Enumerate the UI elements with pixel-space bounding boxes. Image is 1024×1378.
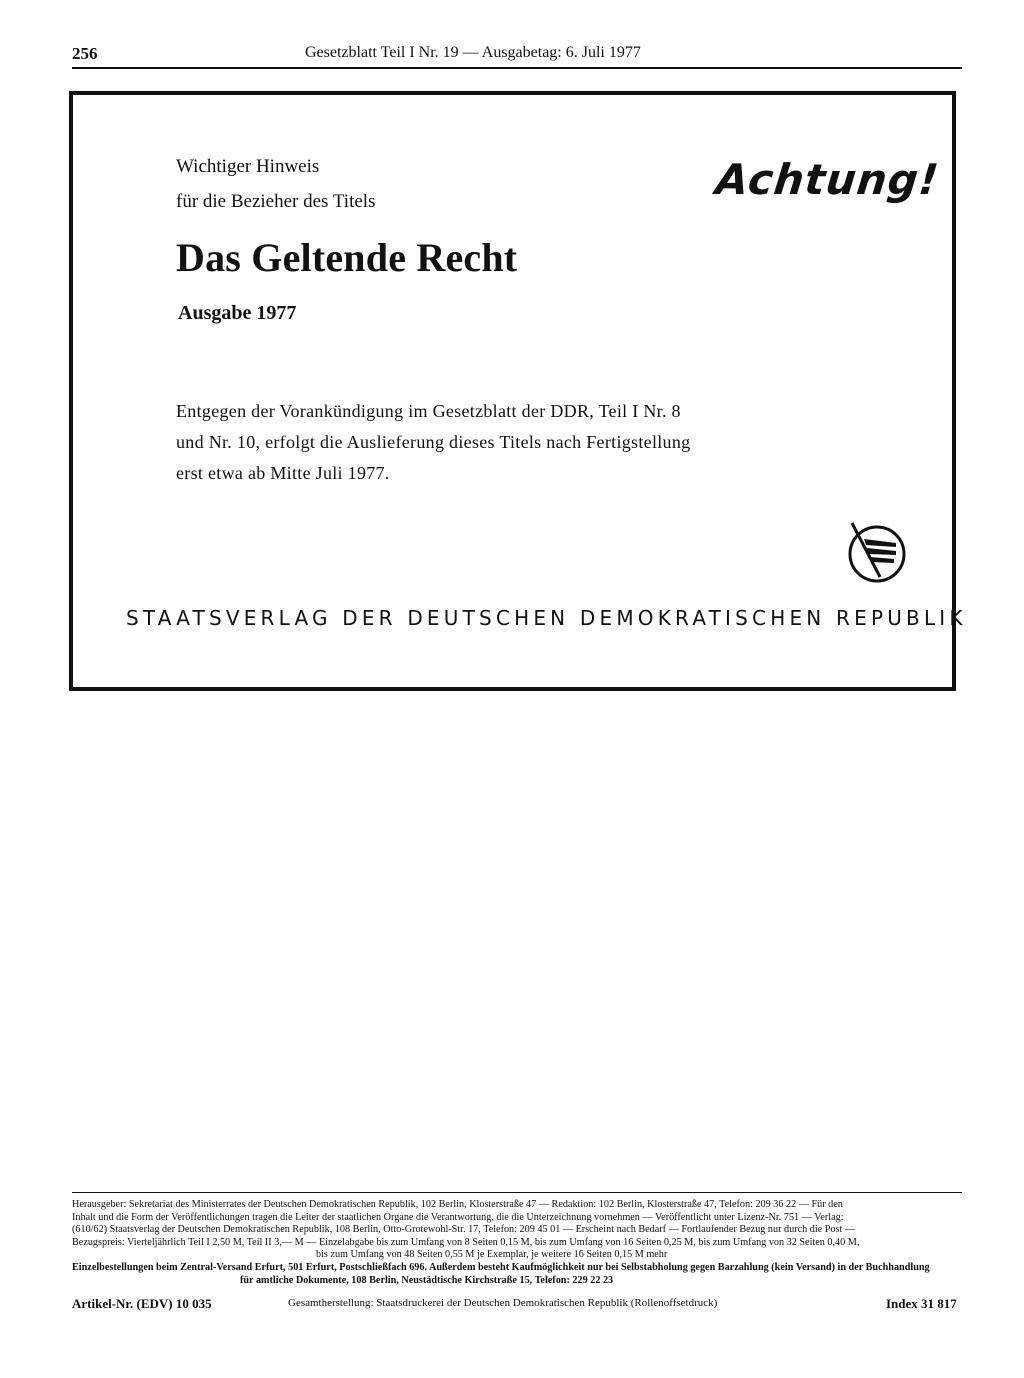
publisher-logo-icon [844, 519, 908, 583]
article-number: Artikel-Nr. (EDV) 10 035 [72, 1296, 212, 1311]
header-rule [72, 67, 962, 69]
index-number: Index 31 817 [886, 1296, 957, 1311]
imprint-line: Herausgeber: Sekretariat des Ministerrates der Deutschen Demokratischen Republik, 102 Berlin, Klosterstraße 47 — Redaktion: 102 Berlin, Klosterstraße 47, Telefon: 209 36 22 — Für den [72, 1199, 843, 1210]
imprint-line: Inhalt und die Form der Veröffentlichungen tragen die Leiter der staatlichen Organe die Verantwortung, die die Unterzeichnung vornehmen — Veröffentlicht unter Lizenz-Nr. 751 — Verlag: [72, 1211, 844, 1223]
announcement-line: erst etwa ab Mitte Juli 1977. [176, 463, 390, 483]
publisher-name: STAATSVERLAG DER DEUTSCHEN DEMOKRATISCHEN REPUBLIK [126, 606, 967, 630]
edition-label: Ausgabe 1977 [178, 302, 297, 324]
notice-title: Wichtiger Hinweis [176, 156, 320, 177]
publication-title: Das Geltende Recht [176, 235, 518, 280]
imprint-line: Einzelbestellungen beim Zentral-Versand Erfurt, 501 Erfurt, Postschließfach 696. Außerdem besteht Kaufmöglichkeit nur bei Selbstabholung gegen Barzahlung (kein Versand) in der Buchhandlung [72, 1261, 930, 1273]
imprint [72, 1199, 962, 1287]
announcement-text [176, 396, 796, 489]
printer-credit: Gesamtherstellung: Staatsdruckerei der Deutschen Demokratischen Republik (Rollenoffsetdruck) [288, 1297, 718, 1309]
page-number: 256 [72, 44, 98, 63]
announcement-line: Entgegen der Vorankündigung im Gesetzblatt der DDR, Teil I Nr. 8 [176, 401, 681, 421]
notice-subtitle: für die Bezieher des Titels [176, 191, 376, 212]
imprint-line: Bezugspreis: Vierteljährlich Teil I 2,50 M, Teil II 3,— M — Einzelabgabe bis zum Umfang von 8 Seiten 0,15 M, bis zum Umfang von 16 Seiten 0,25 M, bis zum Umfang von 32 Seiten 0,40 M, [72, 1236, 860, 1248]
announcement-line: und Nr. 10, erfolgt die Auslieferung dieses Titels nach Fertigstellung [176, 432, 691, 452]
imprint-line: für amtliche Dokumente, 108 Berlin, Neustädtische Kirchstraße 15, Telefon: 229 22 23 [240, 1274, 614, 1286]
running-head: Gesetzblatt Teil I Nr. 19 — Ausgabetag: 6. Juli 1977 [305, 44, 641, 61]
achtung-stamp: Achtung! [713, 155, 942, 204]
footer-rule [72, 1192, 962, 1193]
imprint-line: (610/62) Staatsverlag der Deutschen Demokratischen Republik, 108 Berlin, Otto-Grotewohl-Str. 17, Telefon: 209 45 01 — Erscheint nach Bedarf — Fortlaufender Bezug nur durch die Post — [72, 1224, 856, 1236]
imprint-line: bis zum Umfang von 48 Seiten 0,55 M je Exemplar, je weitere 16 Seiten 0,15 M mehr [316, 1249, 668, 1261]
